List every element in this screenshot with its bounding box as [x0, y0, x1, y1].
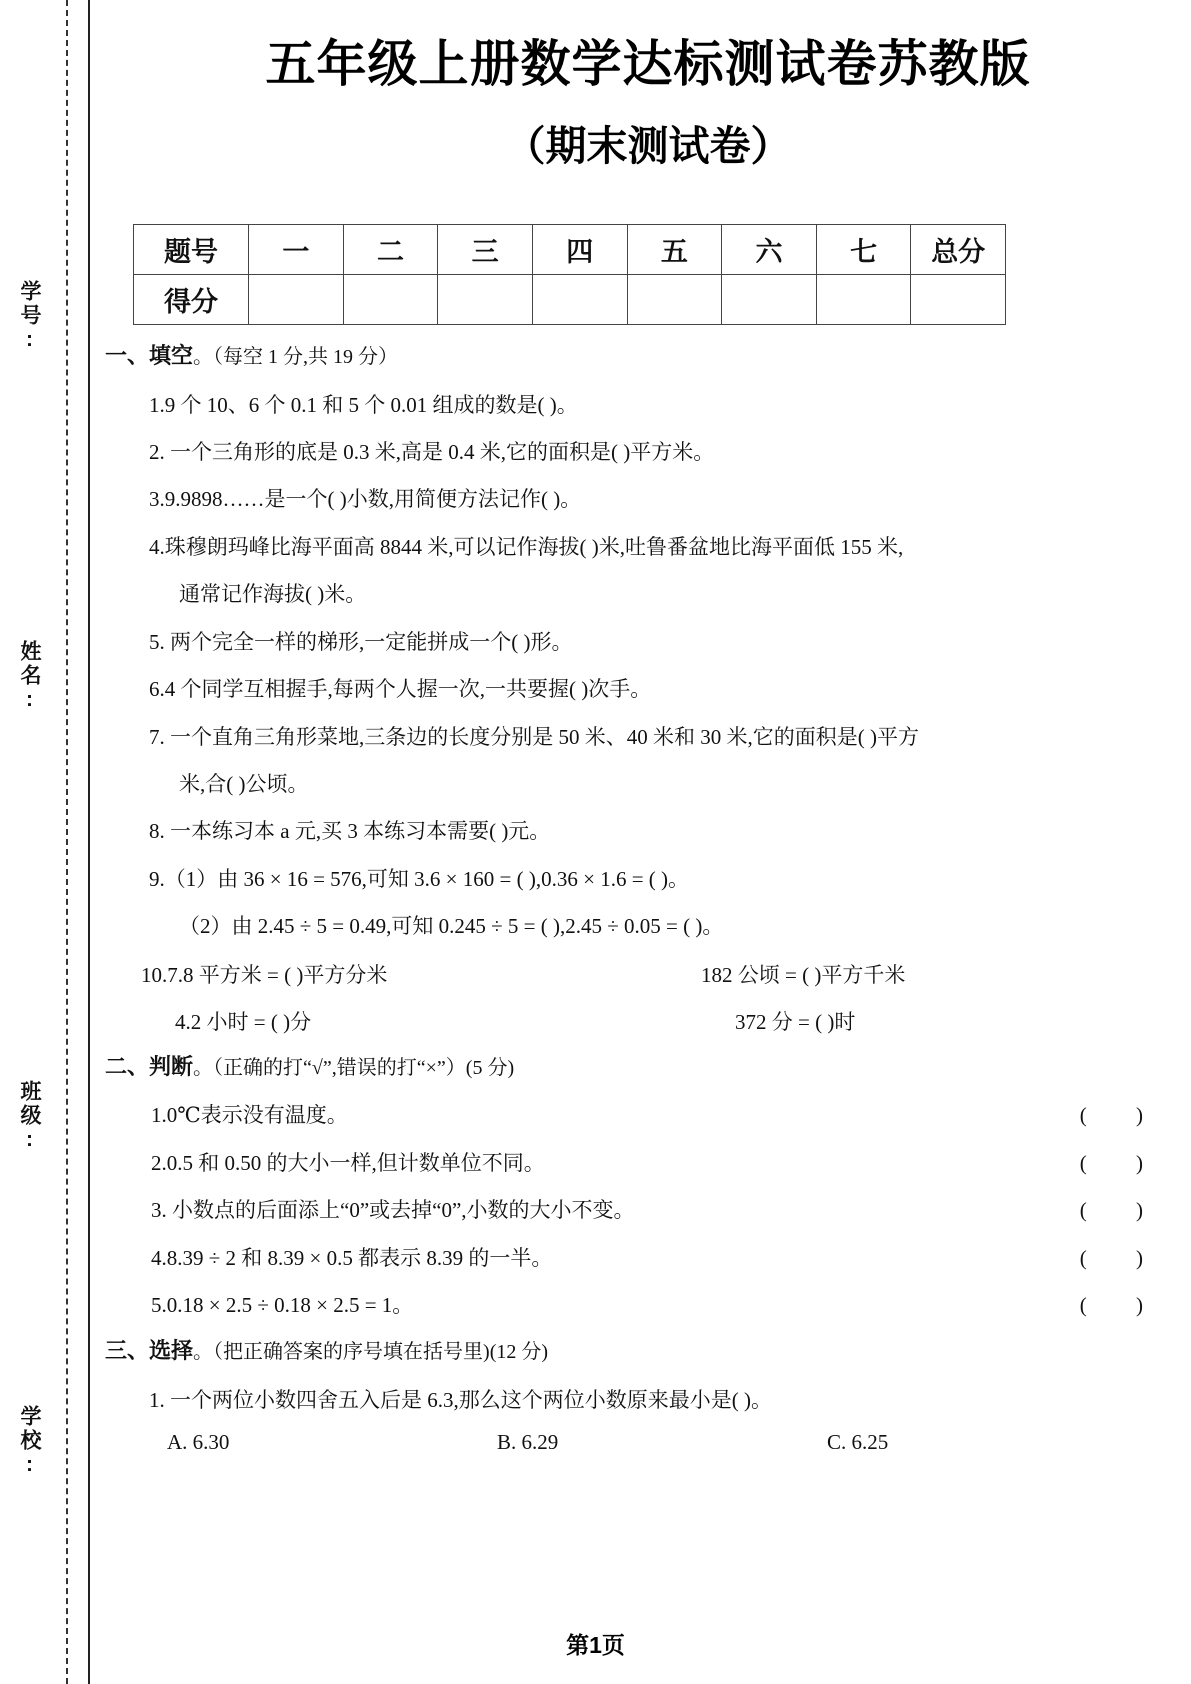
judgement-text: 3. 小数点的后面添上“0”或去掉“0”,小数的大小不变。	[151, 1198, 635, 1223]
score-table-cell-blank[interactable]	[911, 275, 1006, 325]
judgement-answer-blank[interactable]: ( )	[1079, 1198, 1165, 1223]
table-row	[134, 225, 1006, 275]
table-row	[134, 275, 1006, 325]
question-item[interactable]: 5. 两个完全一样的梯形,一定能拼成一个( )形。	[149, 629, 573, 654]
unit-conversion-right[interactable]: 372 分 = ( )时	[735, 1009, 856, 1034]
page-content	[105, 0, 1191, 1684]
judgement-text: 1.0℃表示没有温度。	[151, 1103, 348, 1128]
page-subtitle: （期末测试卷）	[504, 123, 792, 169]
sidebar-label-student-number: 学号:	[18, 280, 41, 354]
question-item-continuation[interactable]: 米,合( )公顷。	[179, 772, 309, 796]
score-table-cell-blank[interactable]	[816, 275, 911, 325]
judgement-item	[151, 1243, 1169, 1273]
section-heading-true-false	[105, 1050, 1191, 1084]
score-table-cell: 四	[532, 225, 627, 275]
section-heading-multiple-choice	[105, 1334, 1191, 1368]
page-number-footer: 第1页	[566, 1632, 625, 1658]
choice-option-a[interactable]: A. 6.30	[167, 1430, 230, 1455]
judgement-item	[151, 1148, 1169, 1178]
question-item[interactable]: 4.珠穆朗玛峰比海平面高 8844 米,可以记作海拔( )米,吐鲁番盆地比海平面低 155 米,	[149, 534, 904, 559]
judgement-item	[151, 1195, 1169, 1225]
score-table-row-label: 题号	[134, 225, 249, 275]
score-table-cell: 七	[816, 225, 911, 275]
score-table	[133, 224, 1006, 325]
section-number: 三、	[105, 1338, 150, 1364]
section-name: 判断	[149, 1053, 194, 1079]
unit-conversion-left[interactable]: 10.7.8 平方米 = ( )平方分米	[141, 962, 388, 987]
score-table-cell: 六	[722, 225, 817, 275]
unit-conversion-row	[141, 959, 1191, 989]
choice-option-c[interactable]: C. 6.25	[827, 1430, 889, 1455]
question-item[interactable]: 3.9.9898……是一个( )小数,用简便方法记作( )。	[149, 487, 582, 512]
judgement-answer-blank[interactable]: ( )	[1079, 1293, 1165, 1317]
score-table-cell: 一	[249, 225, 344, 275]
question-item[interactable]: 9.（1）由 36 × 16 = 576,可知 3.6 × 160 = ( ),0.36 × 1.6 = ( )。	[149, 866, 690, 891]
judgement-answer-blank[interactable]: ( )	[1079, 1245, 1165, 1270]
sidebar-label-name: 姓名:	[18, 640, 41, 714]
score-table-cell-blank[interactable]	[627, 275, 722, 325]
score-table-cell-blank[interactable]	[343, 275, 438, 325]
section-name: 填空	[149, 343, 194, 368]
margin-solid-rule	[88, 0, 90, 1684]
choice-option-b[interactable]: B. 6.29	[497, 1430, 559, 1455]
score-table-row-label: 得分	[134, 275, 249, 325]
judgement-text: 5.0.18 × 2.5 ÷ 0.18 × 2.5 = 1。	[151, 1293, 414, 1317]
question-item[interactable]: 1.9 个 10、6 个 0.1 和 5 个 0.01 组成的数是( )。	[149, 392, 578, 417]
section-note: 。（每空 1 分,共 19 分）	[193, 346, 399, 368]
judgement-answer-blank[interactable]: ( )	[1079, 1150, 1165, 1175]
section-note: 。（把正确答案的序号填在括号里)(12 分)	[193, 1341, 549, 1364]
section-number: 二、	[105, 1053, 150, 1079]
score-table-cell: 总分	[911, 225, 1006, 275]
unit-conversion-left[interactable]: 4.2 小时 = ( )分	[175, 1009, 312, 1034]
question-item-continuation[interactable]: （2）由 2.45 ÷ 5 = 0.49,可知 0.245 ÷ 5 = ( ),2.45 ÷ 0.05 = ( )。	[179, 914, 724, 939]
judgement-item	[151, 1100, 1169, 1130]
margin-dashed-cut-line	[66, 0, 68, 1684]
unit-conversion-row	[141, 1006, 1191, 1036]
unit-conversion-right[interactable]: 182 公顷 = ( )平方千米	[701, 962, 906, 987]
question-item[interactable]: 8. 一本练习本 a 元,买 3 本练习本需要( )元。	[149, 819, 551, 844]
question-item[interactable]: 2. 一个三角形的底是 0.3 米,高是 0.4 米,它的面积是( )平方米。	[149, 439, 715, 464]
judgement-item	[151, 1290, 1169, 1320]
section-note: 。（正确的打“√”,错误的打“×”）(5 分)	[193, 1056, 515, 1079]
judgement-text: 2.0.5 和 0.50 的大小一样,但计数单位不同。	[151, 1150, 545, 1175]
section-name: 选择	[149, 1338, 194, 1364]
question-item[interactable]: 1. 一个两位小数四舍五入后是 6.3,那么这个两位小数原来最小是( )。	[149, 1387, 772, 1412]
score-table-cell-blank[interactable]	[722, 275, 817, 325]
score-table-cell-blank[interactable]	[249, 275, 344, 325]
judgement-answer-blank[interactable]: ( )	[1079, 1103, 1165, 1128]
choice-row	[167, 1430, 1191, 1455]
sidebar-label-class: 班级:	[18, 1080, 41, 1154]
margin-zone	[0, 0, 105, 1684]
score-table-cell: 五	[627, 225, 722, 275]
score-table-cell: 三	[438, 225, 533, 275]
judgement-text: 4.8.39 ÷ 2 和 8.39 × 0.5 都表示 8.39 的一半。	[151, 1245, 553, 1270]
question-item-continuation[interactable]: 通常记作海拔( )米。	[179, 582, 367, 607]
score-table-cell-blank[interactable]	[532, 275, 627, 325]
sidebar-label-school: 学校:	[18, 1405, 41, 1479]
section-number: 一、	[105, 343, 150, 368]
score-table-cell: 二	[343, 225, 438, 275]
section-heading-fill-in	[105, 339, 1191, 373]
question-item[interactable]: 7. 一个直角三角形菜地,三条边的长度分别是 50 米、40 米和 30 米,它的面积是( )平方	[149, 724, 919, 749]
score-table-cell-blank[interactable]	[438, 275, 533, 325]
page-title: 五年级上册数学达标测试卷苏教版	[265, 36, 1031, 92]
question-item[interactable]: 6.4 个同学互相握手,每两个人握一次,一共要握( )次手。	[149, 677, 652, 702]
